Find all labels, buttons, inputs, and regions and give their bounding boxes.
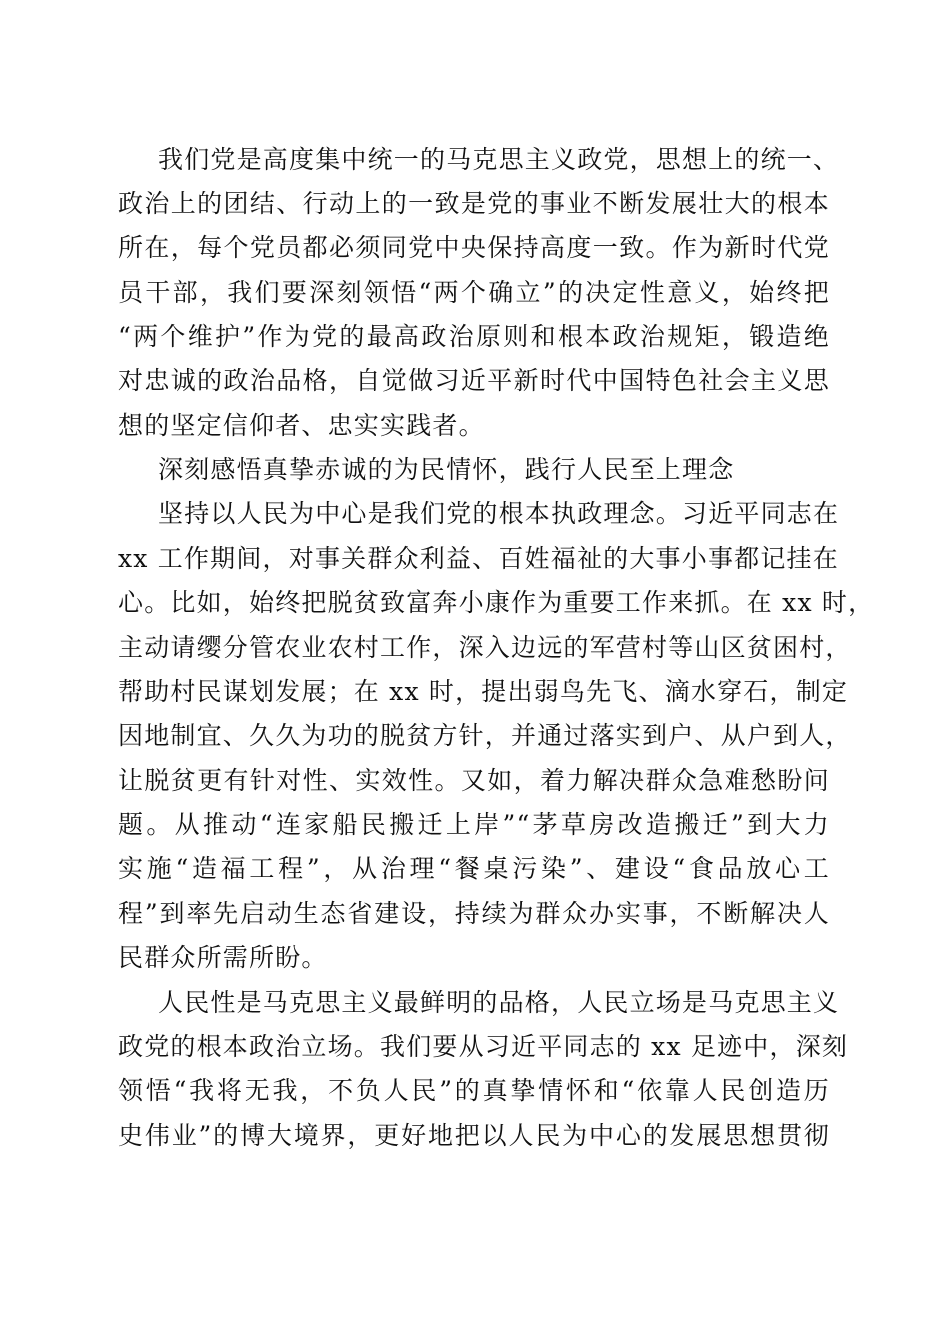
- paragraph-2-line: 主动请缨分管农业农村工作，深入边远的军营村等山区贫困村，: [118, 633, 852, 662]
- paragraph-1-line: “两个维护”作为党的最高政治原则和根本政治规矩，锻造绝: [118, 322, 830, 351]
- paragraph-1-line: 想的坚定信仰者、忠实实践者。: [118, 411, 485, 440]
- paragraph-2-line: 题。从推动“连家船民搬迁上岸”“茅草房改造搬迁”到大力: [118, 810, 830, 839]
- paragraph-2-line: 让脱贫更有针对性、实效性。又如，着力解决群众急难愁盼问: [118, 766, 830, 795]
- paragraph-2-line: 因地制宜、久久为功的脱贫方针，并通过落实到户、从户到人，: [118, 721, 852, 750]
- paragraph-1-line: 我们党是高度集中统一的马克思主义政党，思想上的统一、: [158, 145, 840, 174]
- paragraph-3-line: 人民性是马克思主义最鲜明的品格，人民立场是马克思主义: [158, 988, 840, 1017]
- paragraph-3-line: 领悟“我将无我，不负人民”的真挚情怀和“依靠人民创造历: [118, 1076, 830, 1105]
- paragraph-1-line: 所在，每个党员都必须同党中央保持高度一致。作为新时代党: [118, 233, 830, 262]
- paragraph-3-line: 政党的根本政治立场。我们要从习近平同志的 xx 足迹中，深刻: [118, 1032, 849, 1061]
- paragraph-3-line: 史伟业”的博大境界，更好地把以人民为中心的发展思想贯彻: [118, 1121, 830, 1150]
- paragraph-2-line: 程”到率先启动生态省建设，持续为群众办实事，不断解决人: [118, 899, 830, 928]
- paragraph-2-line: xx 工作期间，对事关群众利益、百姓福祉的大事小事都记挂在: [118, 544, 839, 573]
- paragraph-2-line: 实施“造福工程”，从治理“餐桌污染”、建设“食品放心工: [118, 854, 830, 883]
- paragraph-2-line: 民群众所需所盼。: [118, 943, 328, 972]
- section-heading: 深刻感悟真挚赤诚的为民情怀，践行人民至上理念: [158, 455, 735, 484]
- paragraph-2-line: 坚持以人民为中心是我们党的根本执政理念。习近平同志在: [158, 499, 840, 528]
- paragraph-1-line: 对忠诚的政治品格，自觉做习近平新时代中国特色社会主义思: [118, 366, 830, 395]
- paragraph-2-line: 帮助村民谋划发展；在 xx 时，提出弱鸟先飞、滴水穿石，制定: [118, 677, 849, 706]
- paragraph-2-line: 心。比如，始终把脱贫致富奔小康作为重要工作来抓。在 xx 时，: [118, 588, 875, 617]
- paragraph-1-line: 政治上的团结、行动上的一致是党的事业不断发展壮大的根本: [118, 189, 830, 218]
- paragraph-1-line: 员干部，我们要深刻领悟“两个确立”的决定性意义，始终把: [118, 278, 830, 307]
